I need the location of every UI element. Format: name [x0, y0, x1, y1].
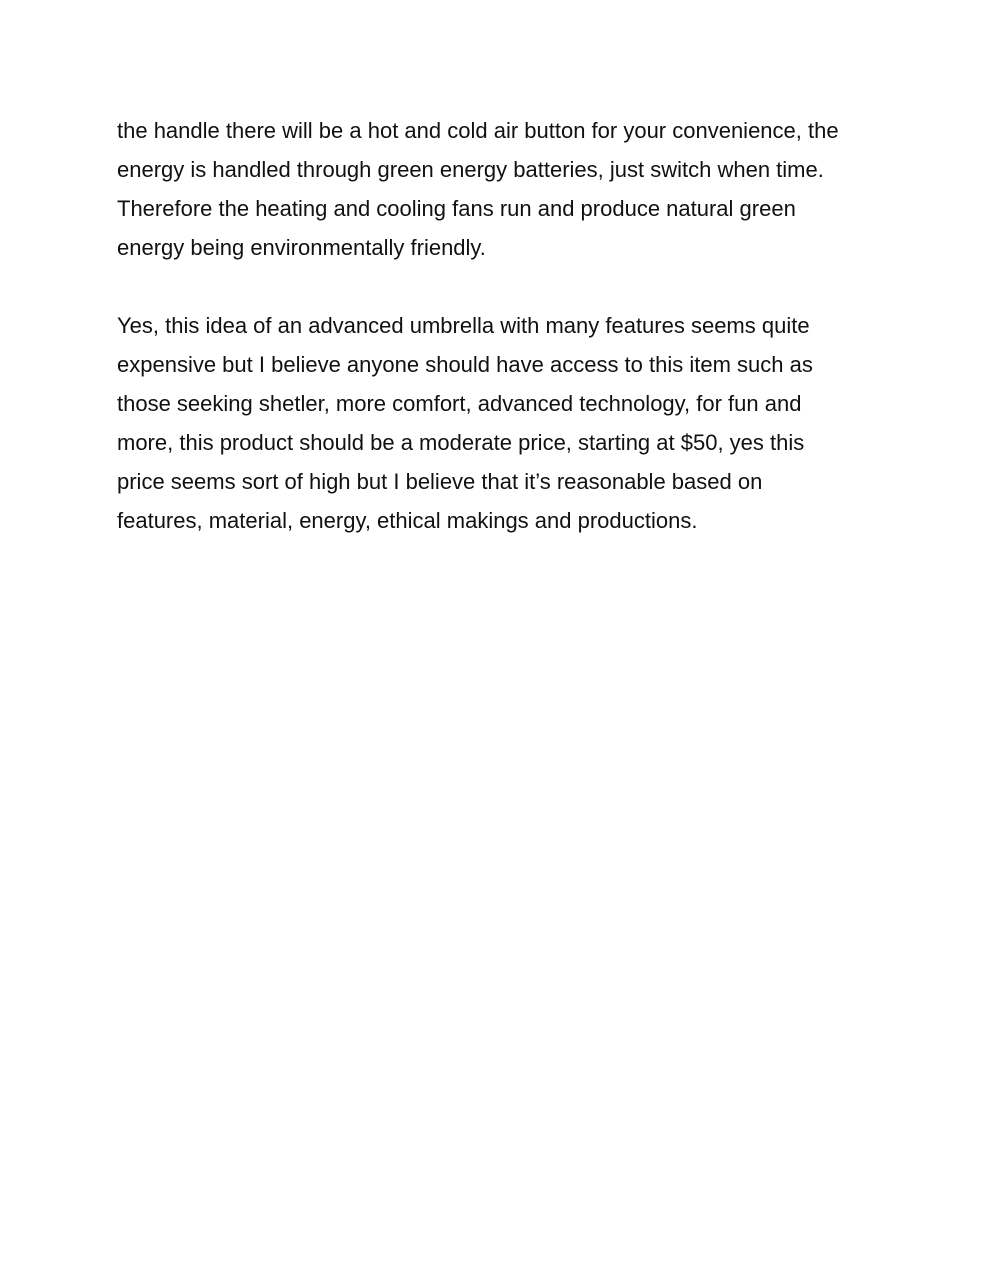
- paragraph-line: energy is handled through green energy batteries, just switch when time.: [117, 157, 824, 182]
- paragraph-line: more, this product should be a moderate price, starting at $50, yes this: [117, 430, 805, 455]
- paragraph-line: the handle there will be a hot and cold air button for your convenience, the: [117, 118, 839, 143]
- paragraph-line: price seems sort of high but I believe that it’s reasonable based on: [117, 469, 763, 494]
- paragraph-line: Yes, this idea of an advanced umbrella with many features seems quite: [117, 313, 810, 338]
- paragraph-spacer: [117, 267, 877, 306]
- paragraph-line: Therefore the heating and cooling fans run and produce natural green: [117, 196, 796, 221]
- paragraph-line: features, material, energy, ethical makings and productions.: [117, 508, 698, 533]
- paragraph-2: [117, 306, 877, 540]
- paragraph-line: energy being environmentally friendly.: [117, 235, 486, 260]
- paragraph-1: [117, 111, 877, 267]
- paragraph-line: expensive but I believe anyone should have access to this item such as: [117, 352, 813, 377]
- document-body: [117, 111, 877, 540]
- paragraph-line: those seeking shetler, more comfort, advanced technology, for fun and: [117, 391, 802, 416]
